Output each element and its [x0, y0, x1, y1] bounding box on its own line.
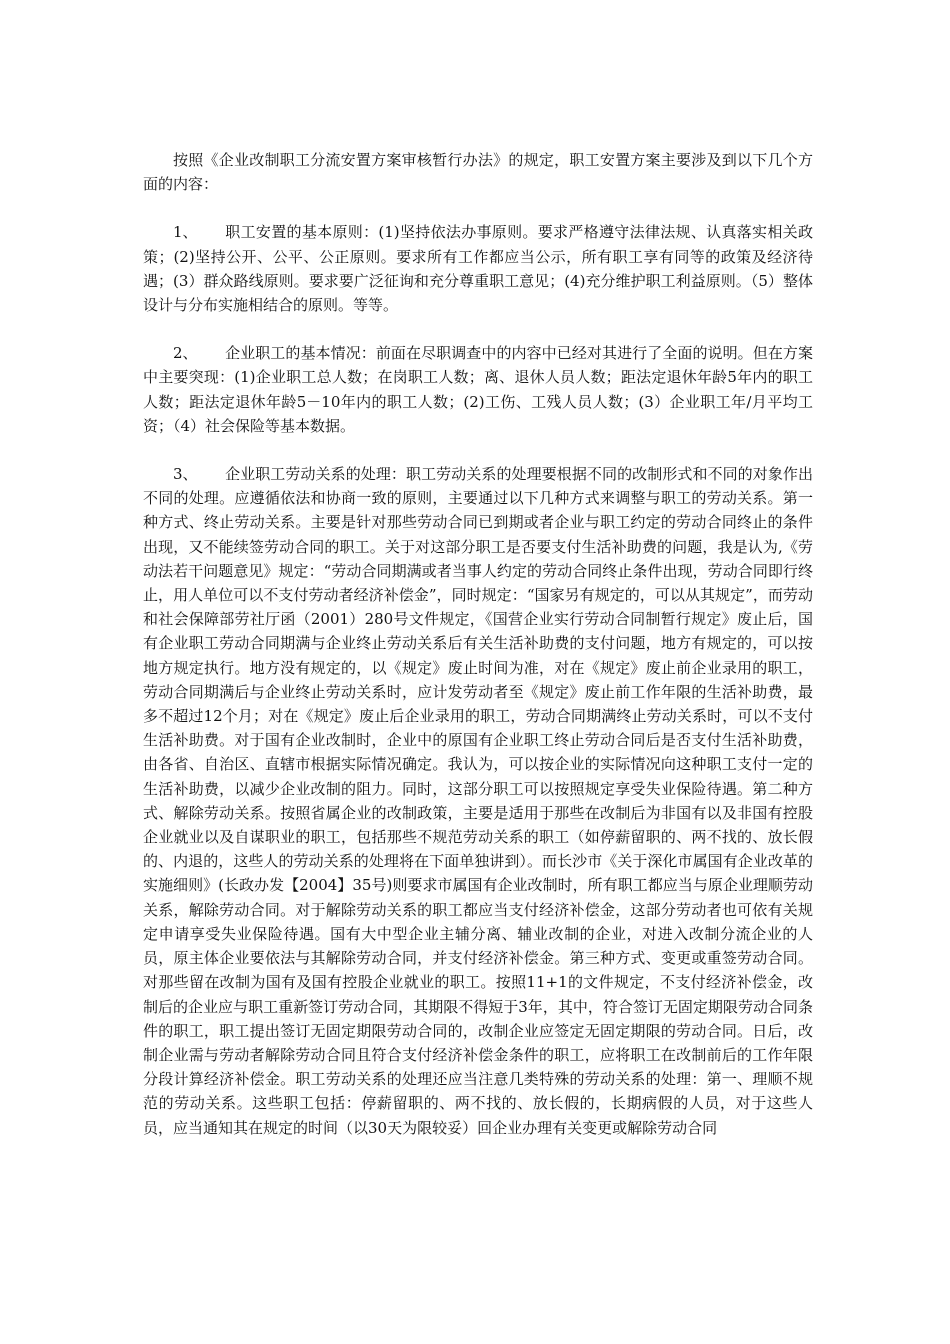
paragraph-gap: [143, 317, 813, 341]
item-3-paragraph: [143, 462, 813, 1140]
item-1-number: 1、: [173, 223, 198, 242]
item-3-number: 3、: [173, 465, 198, 484]
item-1-paragraph: [143, 220, 813, 317]
paragraph-gap: [143, 438, 813, 462]
item-2-number: 2、: [173, 344, 198, 363]
item-2-text: 企业职工的基本情况：前面在尽职调查中的内容中已经对其进行了全面的说明。但在方案中主要突现：(1)企业职工总人数；在岗职工人数；离、退休人员人数；距法定退休年龄5年内的职工人数；距法定退休年龄5－10年内的职工人数；(2)工伤、工残人员人数；(3）企业职工年/月平均工资；（4）社会保险等基本数据。: [143, 344, 813, 435]
item-2-paragraph: [143, 341, 813, 438]
paragraph-gap: [143, 196, 813, 220]
item-3-text: 企业职工劳动关系的处理：职工劳动关系的处理要根据不同的改制形式和不同的对象作出不同的处理。应遵循依法和协商一致的原则，主要通过以下几种方式来调整与职工的劳动关系。第一种方式、终止劳动关系。主要是针对那些劳动合同已到期或者企业与职工约定的劳动合同终止的条件出现，又不能续签劳动合同的职工。关于对这部分职工是否要支付生活补助费的问题，我是认为,《劳动法若干问题意见》规定：“劳动合同期满或者当事人约定的劳动合同终止条件出现，劳动合同即行终止，用人单位可以不支付劳动者经济补偿金”，同时规定：“国家另有规定的，可以从其规定”，而劳动和社会保障部劳社厅函（2001）280号文件规定，《国营企业实行劳动合同制暂行规定》废止后，国有企业职工劳动合同期满与企业终止劳动关系后有关生活补助费的支付问题，地方有规定的，可以按地方规定执行。地方没有规定的，以《规定》废止时间为准，对在《规定》废止前企业录用的职工，劳动合同期满后与企业终止劳动关系时，应计发劳动者至《规定》废止前工作年限的生活补助费，最多不超过12个月；对在《规定》废止后企业录用的职工，劳动合同期满终止劳动关系时，可以不支付生活补助费。对于国有企业改制时，企业中的原国有企业职工终止劳动合同后是否支付生活补助费，由各省、自治区、直辖市根据实际情况确定。我认为，可以按企业的实际情况向这种职工支付一定的生活补助费，以减少企业改制的阻力。同时，这部分职工可以按照规定享受失业保险待遇。第二种方式、解除劳动关系。按照省属企业的改制政策，主要是适用于那些在改制后为非国有以及非国有控股企业就业以及自谋职业的职工，包括那些不规范劳动关系的职工（如停薪留职的、两不找的、放长假的、内退的，这些人的劳动关系的处理将在下面单独讲到）。而长沙市《关于深化市属国有企业改革的实施细则》(长政办发【2004】35号)则要求市属国有企业改制时，所有职工都应当与原企业理顺劳动关系，解除劳动合同。对于解除劳动关系的职工都应当支付经济补偿金，这部分劳动者也可依有关规定申请享受失业保险待遇。国有大中型企业主辅分离、辅业改制的企业，对进入改制分流企业的人员，原主体企业要依法与其解除劳动合同，并支付经济补偿金。第三种方式、变更或重签劳动合同。对那些留在改制为国有及国有控股企业就业的职工。按照11+1的文件规定，不支付经济补偿金，改制后的企业应与职工重新签订劳动合同，其期限不得短于3年，其中，符合签订无固定期限劳动合同条件的职工，职工提出签订无固定期限劳动合同的，改制企业应签定无固定期限的劳动合同。日后，改制企业需与劳动者解除劳动合同且符合支付经济补偿金条件的职工，应将职工在改制前后的工作年限分段计算经济补偿金。职工劳动关系的处理还应当注意几类特殊的劳动关系的处理：第一、理顺不规范的劳动关系。这些职工包括：停薪留职的、两不找的、放长假的，长期病假的人员，对于这些人员，应当通知其在规定的时间（以30天为限较妥）回企业办理有关变更或解除劳动合同: [143, 465, 813, 1137]
item-1-text: 职工安置的基本原则：(1)坚持依法办事原则。要求严格遵守法律法规、认真落实相关政策；(2)坚持公开、公平、公正原则。要求所有工作都应当公示，所有职工享有同等的政策及经济待遇；(3）群众路线原则。要求要广泛征询和充分尊重职工意见；(4)充分维护职工利益原则。（5）整体设计与分布实施相结合的原则。等等。: [143, 223, 813, 315]
document-body: [143, 148, 813, 1140]
intro-paragraph: 按照《企业改制职工分流安置方案审核暂行办法》的规定，职工安置方案主要涉及到以下几个方面的内容：: [143, 151, 813, 194]
